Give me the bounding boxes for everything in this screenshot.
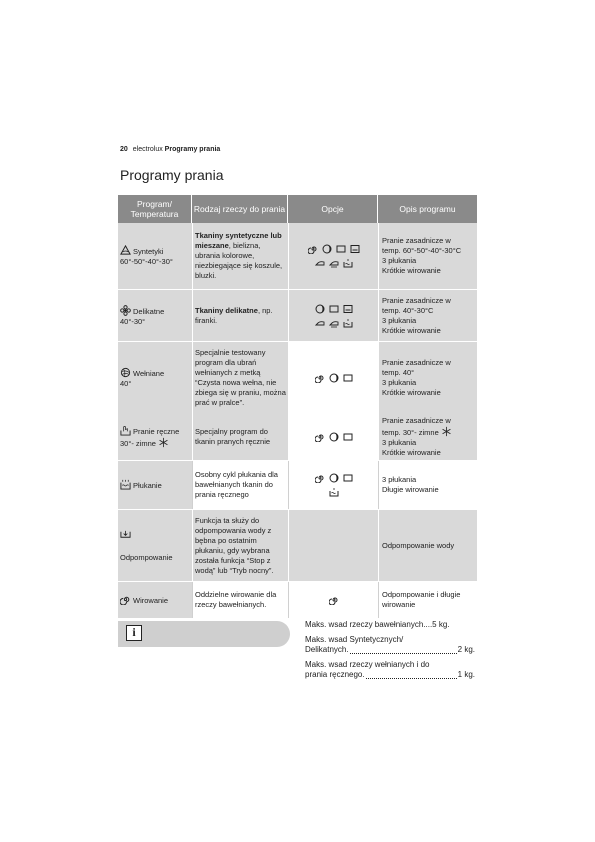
tub-icon [336, 244, 346, 254]
program-name: Płukanie [133, 481, 162, 490]
options-cell [288, 461, 378, 509]
description-cell [378, 510, 477, 581]
type-bold: Tkaniny syntetyczne lub mieszane [195, 231, 282, 250]
program-cell [118, 510, 192, 581]
desc-line: temp. 40° [382, 368, 415, 377]
program-name: Wełniane [133, 369, 165, 378]
desc-line: Krótkie wirowanie [382, 388, 441, 397]
snowflake-icon [158, 437, 169, 448]
max-load-cotton [305, 620, 475, 631]
max-load-synthetic [305, 635, 475, 656]
max-load-label: prania ręcznego. [305, 670, 365, 679]
desc-line: temp. 30°- zimne [382, 428, 439, 437]
program-temp: 40°-30° [120, 316, 146, 326]
stop-water-icon [350, 244, 360, 254]
table-row [118, 290, 477, 341]
type-text: Funkcja ta służy do odpompowania wody z bębna po ostatnim płukaniu, gdy wybrana została funkcja “Stop z wodą” lub “Tryb nocny”. [195, 515, 274, 575]
spin-icon [308, 244, 318, 254]
hand-wash-icon [120, 425, 131, 436]
desc-line: 3 płukania [382, 256, 417, 265]
options-cell [288, 342, 378, 414]
spin-icon [329, 595, 339, 605]
max-load-value: 1 kg. [457, 670, 475, 679]
options-cell [288, 414, 378, 460]
max-load-label: Maks. wsad Syntetycznych/ [305, 634, 404, 644]
type-cell [192, 223, 288, 289]
type-text: Oddzielne wirowanie dla rzeczy bawełnianych. [195, 590, 277, 609]
max-load-wool [305, 660, 475, 681]
max-load-value: 5 kg. [432, 620, 450, 629]
desc-line: Pranie zasadnicze w [382, 295, 451, 305]
program-name: Syntetyki [133, 247, 164, 256]
night-mode-icon [329, 373, 339, 383]
options-cell [288, 290, 378, 341]
table-header-row [118, 195, 477, 223]
rinse-tub-icon [329, 487, 339, 497]
description-cell [378, 223, 477, 289]
programs-table [118, 195, 477, 618]
description-cell [378, 414, 477, 460]
section-name: Programy prania [164, 146, 221, 153]
snowflake-icon [441, 426, 452, 437]
header-type: Rodzaj rzeczy do prania [192, 195, 288, 223]
program-temp: 60°-50°-40°-30° [120, 257, 173, 266]
type-text: Specjalnie testowany program dla ubrań wełnianych z metką “Czysta nowa wełna, nie zbiega się w praniu, można prać w pralce”. [195, 348, 286, 407]
stop-water-icon [343, 304, 353, 314]
description-cell [378, 461, 477, 509]
desc-line: Pranie zasadnicze w [382, 236, 451, 245]
type-cell [192, 461, 288, 509]
type-text: , bielizna, ubrania kolorowe, niezbiegające się koszule, bluzki. [195, 241, 283, 280]
running-header [120, 146, 220, 153]
header-description: Opis programu [378, 195, 477, 223]
type-cell [192, 582, 288, 618]
program-name: Pranie ręczne [133, 427, 180, 436]
max-load-label: Maks. wsad rzeczy wełnianych i do [305, 659, 430, 669]
rinse-tub-icon [343, 318, 353, 328]
type-cell [192, 510, 288, 581]
type-text: Specjalny program do tkanin pranych ręcznie [195, 427, 271, 446]
program-name: Odpompowanie [120, 552, 173, 562]
type-cell [192, 414, 288, 460]
program-cell [118, 461, 192, 509]
tub-icon [343, 373, 353, 383]
options-cell [288, 582, 378, 618]
type-cell [192, 342, 288, 414]
extra-rinse-icon [329, 318, 339, 328]
desc-line: 3 płukania [382, 438, 417, 447]
max-load-label: Delikatnych. [305, 645, 349, 654]
tub-icon [329, 304, 339, 314]
program-temp: 30°- zimne [120, 439, 156, 448]
desc-line: Krótkie wirowanie [382, 448, 441, 457]
extra-rinse-icon [329, 258, 339, 268]
spin-icon [315, 473, 325, 483]
night-mode-icon [329, 473, 339, 483]
program-name: Wirowanie [133, 596, 169, 605]
type-bold: Tkaniny delikatne [195, 305, 258, 315]
rinse-tub-icon [343, 258, 353, 268]
tub-icon [343, 473, 353, 483]
type-cell [192, 290, 288, 341]
desc-line: Długie wirowanie [382, 485, 439, 494]
desc-line: Krótkie wirowanie [382, 266, 441, 275]
program-cell [118, 342, 192, 414]
night-mode-icon [329, 432, 339, 442]
info-bar [118, 621, 290, 647]
options-cell [288, 223, 378, 289]
info-icon: i [126, 625, 142, 641]
description-cell [378, 342, 477, 414]
program-cell [118, 290, 192, 341]
header-options: Opcje [288, 195, 378, 223]
night-mode-icon [315, 304, 325, 314]
page-title: Programy prania [120, 167, 224, 183]
desc-line: Odpompowanie wody [382, 540, 455, 550]
max-load-value: 2 kg. [457, 645, 475, 654]
spin-icon [315, 373, 325, 383]
drain-icon [120, 529, 131, 540]
spin-icon [120, 594, 131, 605]
desc-line: Pranie zasadnicze w [382, 358, 451, 367]
easy-iron-icon [315, 318, 325, 328]
desc-line: 3 płukania [382, 475, 417, 484]
type-text: Osobny cykl płukania dla bawełnianych tkanin do prania ręcznego [195, 470, 278, 499]
page-number: 20 [120, 146, 128, 153]
description-cell [378, 582, 477, 618]
program-cell [118, 223, 192, 289]
rinse-icon [120, 479, 131, 490]
description-cell [378, 290, 477, 341]
program-temp: 40° [120, 379, 132, 388]
type-text: , np. firanki. [195, 305, 273, 325]
program-name: Delikatne [133, 306, 165, 316]
table-row [118, 414, 477, 460]
max-load-label: Maks. wsad rzeczy bawełnianych.... [305, 620, 433, 629]
desc-line: Krótkie wirowanie [382, 325, 441, 335]
table-row [118, 461, 477, 509]
max-loads [305, 620, 475, 685]
program-cell [118, 414, 192, 460]
desc-line: temp. 60°-50°-40°-30°C [382, 246, 462, 255]
program-cell [118, 582, 192, 618]
wool-ball-icon [120, 367, 131, 378]
options-cell [288, 510, 378, 581]
desc-line: Pranie zasadnicze w [382, 416, 451, 425]
synthetic-triangle-icon [120, 245, 131, 256]
header-program: Program/ Temperatura [118, 195, 192, 223]
night-mode-icon [322, 244, 332, 254]
brand-name: electrolux [132, 146, 163, 153]
tub-icon [343, 432, 353, 442]
spin-icon [315, 432, 325, 442]
table-row [118, 342, 477, 414]
table-row [118, 223, 477, 289]
delicate-flower-icon [120, 305, 131, 316]
table-row [118, 582, 477, 618]
desc-line: 3 płukania [382, 315, 417, 325]
desc-line: temp. 40°-30°C [382, 305, 434, 315]
desc-line: Odpompowanie i długie wirowanie [382, 590, 461, 609]
easy-iron-icon [315, 258, 325, 268]
table-row [118, 510, 477, 581]
desc-line: 3 płukania [382, 378, 417, 387]
